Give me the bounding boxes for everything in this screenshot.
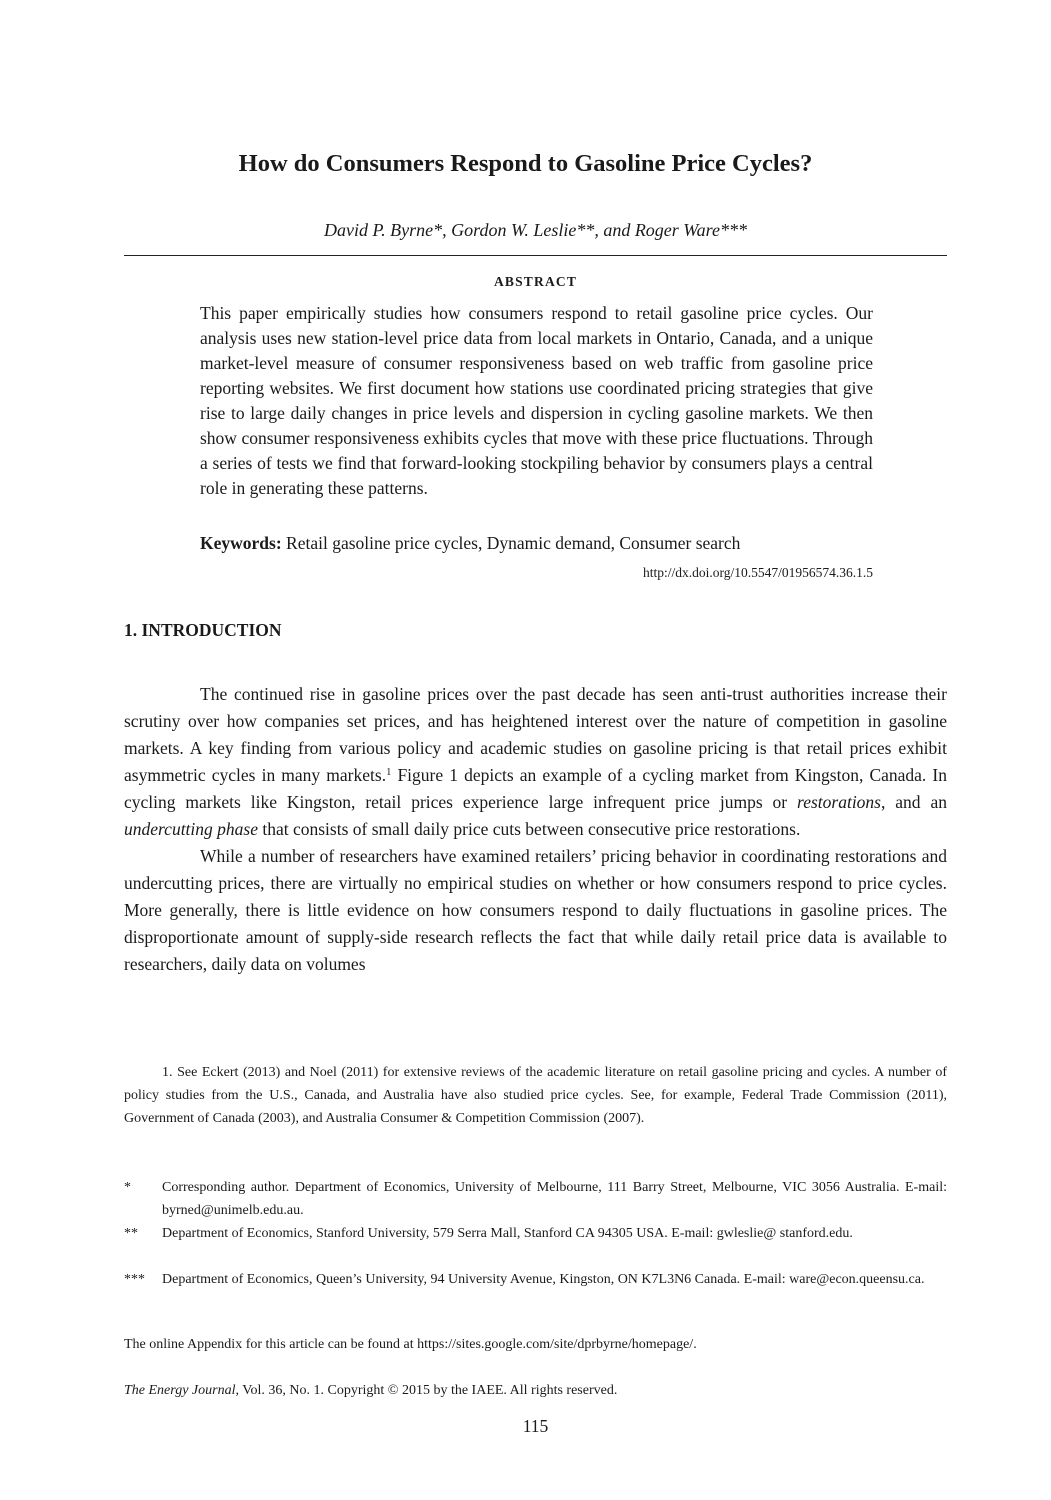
- emphasis-restorations: restorations: [797, 792, 881, 812]
- journal-details: , Vol. 36, No. 1. Copyright © 2015 by the IAEE. All rights reserved.: [235, 1383, 618, 1398]
- intro-paragraph-2: While a number of researchers have examined retailers’ pricing behavior in coordinating restorations and undercutting prices, there are virtually no empirical studies on whether or how consumers respond to price cycles. More generally, there is little evidence on how consumers respond to daily fluctuations in gasoline prices. The disproportionate amount of supply-side research reflects the fact that while daily retail price data is available to researchers, daily data on volumes: [124, 846, 947, 974]
- affiliation-footnote-3: [124, 1268, 947, 1291]
- affiliation-mark: **: [124, 1226, 138, 1241]
- introduction-body: [124, 681, 947, 978]
- paper-title: How do Consumers Respond to Gasoline Price Cycles?: [238, 150, 813, 177]
- online-appendix-note: The online Appendix for this article can be found at https://sites.google.com/site/dprbyrne/homepage/.: [124, 1337, 697, 1352]
- affiliation-footnote-1: [124, 1176, 947, 1222]
- author-list: David P. Byrne*, Gordon W. Leslie**, and Roger Ware***: [324, 220, 747, 240]
- affiliation-text: Department of Economics, Queen’s University, 94 University Avenue, Kingston, ON K7L3N6 Canada. E-mail: ware@econ.queensu.ca.: [162, 1272, 925, 1287]
- affiliation-mark: *: [124, 1180, 131, 1195]
- keywords-text: Retail gasoline price cycles, Dynamic demand, Consumer search: [286, 533, 741, 553]
- section-heading-introduction: 1. INTRODUCTION: [124, 620, 282, 640]
- keywords-line: [200, 531, 873, 556]
- footnote-1: 1. See Eckert (2013) and Noel (2011) for extensive reviews of the academic literature on retail gasoline pricing and cycles. A number of policy studies from the U.S., Canada, and Australia have also studied price cycles. See, for example, Federal Trade Commission (2011), Government of Canada (2003), and Australia Consumer & Competition Commission (2007).: [124, 1065, 947, 1126]
- emphasis-undercutting-phase: undercutting phase: [124, 819, 258, 839]
- affiliation-text: Department of Economics, Stanford University, 579 Serra Mall, Stanford CA 94305 USA. E-mail: gwleslie@ stanford.edu.: [162, 1226, 853, 1241]
- keywords-label: Keywords:: [200, 533, 282, 553]
- journal-citation: [124, 1381, 947, 1401]
- abstract-text: This paper empirically studies how consumers respond to retail gasoline price cycles. Our analysis uses new station-level price data from local markets in Ontario, Canada, and a unique market-level measure of consumer responsiveness based on web traffic from gasoline price reporting websites. We first document how stations use coordinated pricing strategies that give rise to large daily changes in price levels and dispersion in cycling gasoline markets. We then show consumer responsiveness exhibits cycles that move with these price fluctuations. Through a series of tests we find that forward-looking stockpiling behavior by consumers plays a central role in generating these patterns.: [200, 303, 873, 498]
- affiliation-text: Corresponding author. Department of Economics, University of Melbourne, 111 Barry Street, Melbourne, VIC 3056 Australia. E-mail: byrned@unimelb.edu.au.: [162, 1180, 947, 1218]
- affiliation-mark: ***: [124, 1272, 145, 1287]
- intro-paragraph-1: The continued rise in gasoline prices over the past decade has seen anti-trust authorities increase their scrutiny over how companies set prices, and has heightened interest over the nature of competition in gasoline markets. A key finding from various policy and academic studies on gasoline pricing is that retail prices exhibit asymmetric cycles in many markets.$^1$ Figure 1 depicts an example of a cycling market from Kingston, Canada. In cycling markets like Kingston, retail prices experience large infrequent price jumps or restorations, and an undercutting phase that consists of small daily price cuts between consecutive price restorations.: [124, 684, 947, 839]
- affiliation-footnote-2: [124, 1222, 947, 1245]
- doi-link[interactable]: http://dx.doi.org/10.5547/01956574.36.1.5: [642, 565, 873, 580]
- page-number: 115: [522, 1416, 549, 1436]
- footnote-ref-1[interactable]: 1: [386, 767, 392, 778]
- journal-name: The Energy Journal: [124, 1383, 236, 1398]
- header-divider: [124, 255, 947, 256]
- abstract-heading: ABSTRACT: [493, 274, 578, 289]
